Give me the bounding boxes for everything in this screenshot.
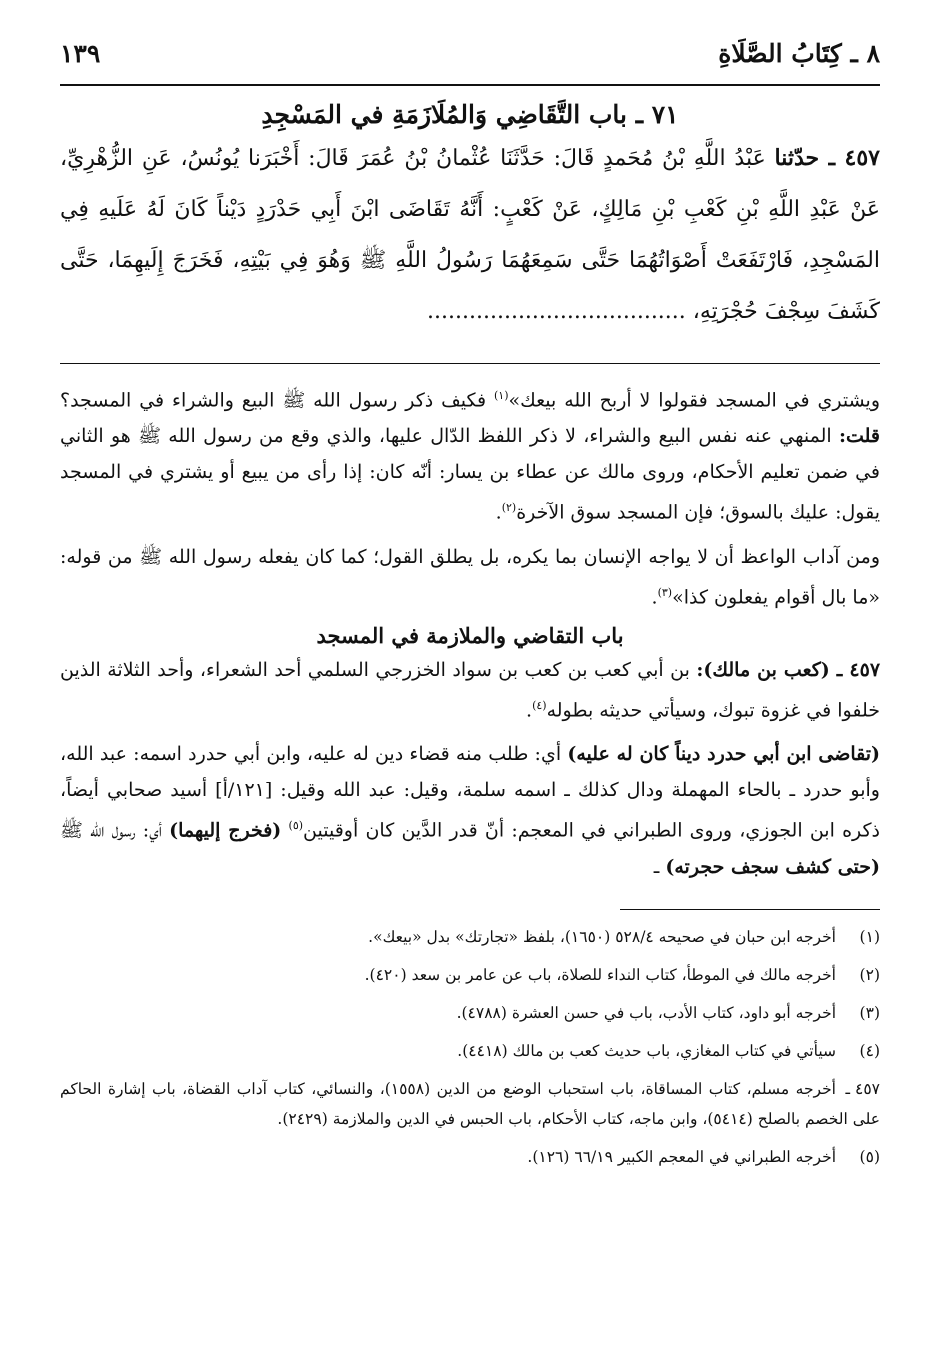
footnote-item [60,922,880,952]
footnote-mark: (٢) [859,965,880,984]
page-header [60,30,880,76]
page-number: ١٣٩ [60,38,101,68]
footnote-item [60,960,880,990]
footnote-text: أخرجه الطبراني في المعجم الكبير ٦٦/١٩ (١٢٦). [527,1147,836,1166]
footnote-text: سيأتي في كتاب المغازي، باب حديث كعب بن مالك (٤٤١٨). [457,1041,836,1060]
header-rule [60,84,880,86]
entry-label: (حتى كشف سجف حجرته) [665,855,880,878]
entry-label: ٤٥٧ ـ (كعب بن مالك): [696,658,881,681]
text-run: ومن آداب الواعظ أن لا يواجه الإنسان بما يكره، بل يطلق القول؛ كما كان يفعله رسول الله ﷺ من قوله: «ما بال أقوام يفعلون كذا» [60,545,880,608]
text-run: أي: رسول الله ﷺ [60,819,162,842]
commentary-paragraph [60,539,880,615]
footnote-ref: (١) [493,389,509,402]
footnote-text: أخرجه ابن حبان في صحيحه ٥٢٨/٤ (١٦٥٠)، بلفظ «تجارتك» بدل «بيعك». [368,927,836,946]
hadith-body: عَبْدُ اللَّهِ بْنُ مُحَمدٍ قَالَ: حَدَّثَنَا عُثْمانُ بْنُ عُمَرَ قَالَ: أَخْبَرَنا يُونُسُ، عَنِ الزُّهْرِيِّ، عَنْ عَبْدِ اللَّهِ بْنِ كَعْبِ بْنِ مَالِكٍ، عَنْ كَعْبٍ: أَنَّهُ تَقَاضَى ابْنَ أَبِي حَدْرَدٍ دَيْناً كَانَ لَهُ عَلَيهِ فِي المَسْجِدِ، فَارْتَفَعَتْ أَصْوَاتُهُمَا حَتَّى سَمِعَهُمَا رَسُولُ اللَّهِ ﷺ وَهُوَ فِي بَيْتِهِ، فَخَرَجَ إِلَيهِمَا، حَتَّى كَشَفَ سِجْفَ حُجْرَتِهِ، ..................................... [60,146,880,324]
text-run: . [526,699,533,722]
text-run: بن أبي كعب بن كعب بن سواد الخزرجي السلمي أحد الشعراء، وأحد الثلاثة الذين خلفوا في غزوة تبوك، وسيأتي حديثه بطوله [60,658,880,722]
section-heading: باب التقاضي والملازمة في المسجد [316,622,624,648]
book-page [60,30,880,1180]
footnote-text: أخرجه مسلم، كتاب المساقاة، باب استحباب الوضع من الدين (١٥٥٨)، والنسائي، كتاب آداب القضاة، باب إشارة الحاكم على الخصم بالصلح (٥٤١٤)، وابن ماجه، كتاب الأحكام، باب الحبس في الدين والملازمة (٢٤٢٩). [60,1079,880,1128]
footnote-ref: (٢) [501,501,517,515]
chapter-title: ٧١ ـ باب التَّقَاضِي وَالمُلَازَمَةِ في المَسْجِدِ [261,100,679,129]
hadith-text [60,133,880,337]
entry-label: (تقاضى ابن أبي حدرد ديناً كان له عليه) [567,743,880,766]
footnote-mark: (٤) [859,1041,880,1060]
footnote-ref: (٣) [657,585,673,599]
commentary-paragraph [60,736,880,884]
footnote-item [60,1142,880,1172]
footnote-text: أخرجه مالك في الموطأ، كتاب النداء للصلاة، باب عن عامر بن سعد (٤٢٠). [364,965,836,984]
hadith-lead: ٤٥٧ ـ حدّثنا [774,145,880,171]
footnote-mark: (٥) [859,1147,880,1166]
commentary-divider [60,363,880,364]
commentary-paragraph [60,652,880,728]
commentary-paragraph [60,378,880,531]
footnote-text: أخرجه أبو داود، كتاب الأدب، باب في حسن العشرة (٤٧٨٨). [456,1003,836,1022]
footnote-mark: (١) [859,927,880,946]
footnote-rule [620,909,880,910]
footnote-item [60,1036,880,1066]
text-run: أي: طلب منه قضاء دين له عليه، وابن أبي حدرد اسمه: عبد الله، وأبو حدرد ـ بالحاء المهملة ودال كذلك ـ اسمه سلمة، وقيل: عبد الله وقيل: [١٢١/أ] أسيد صحابي أيضاً، ذكره ابن الجوزي، وروى الطبراني في المعجم: أنّ قدر الدَّين كان أوقيتين [60,743,881,842]
text-run: . [495,501,502,524]
text-run: . [651,585,658,608]
text-run: فكيف ذكر رسول الله ﷺ البيع والشراء في المسجد؟ [60,389,487,412]
running-title: ٨ ـ كِتَابُ الصَّلَاةِ [718,38,880,68]
footnote-item [60,1074,880,1134]
footnotes [60,922,880,1172]
footnote-item [60,998,880,1028]
text-run: المنهي عنه نفس البيع والشراء، لا ذكر اللفظ الدّال عليها، والذي وقع من رسول الله ﷺ هو الثاني في ضمن تعليم الأحكام، وروى مالك عن عطاء بن يسار: أنّه كان: إذا رأى من يبيع أو يشتري في المسجد يقول: عليك بالسوق؛ فإن المسجد سوق الآخرة [60,425,880,524]
entry-label: (فخرج إليهما) [169,819,282,842]
footnote-ref: (٥) [288,819,304,833]
text-run: ـ [653,855,660,878]
text-run: ويشتري في المسجد فقولوا لا أربح الله بيعك» [508,389,880,412]
footnote-mark: ٤٥٧ ـ [845,1079,880,1098]
footnote-ref: (٤) [532,698,547,712]
qultu-label: قلت: [838,425,880,448]
footnote-mark: (٣) [859,1003,880,1022]
